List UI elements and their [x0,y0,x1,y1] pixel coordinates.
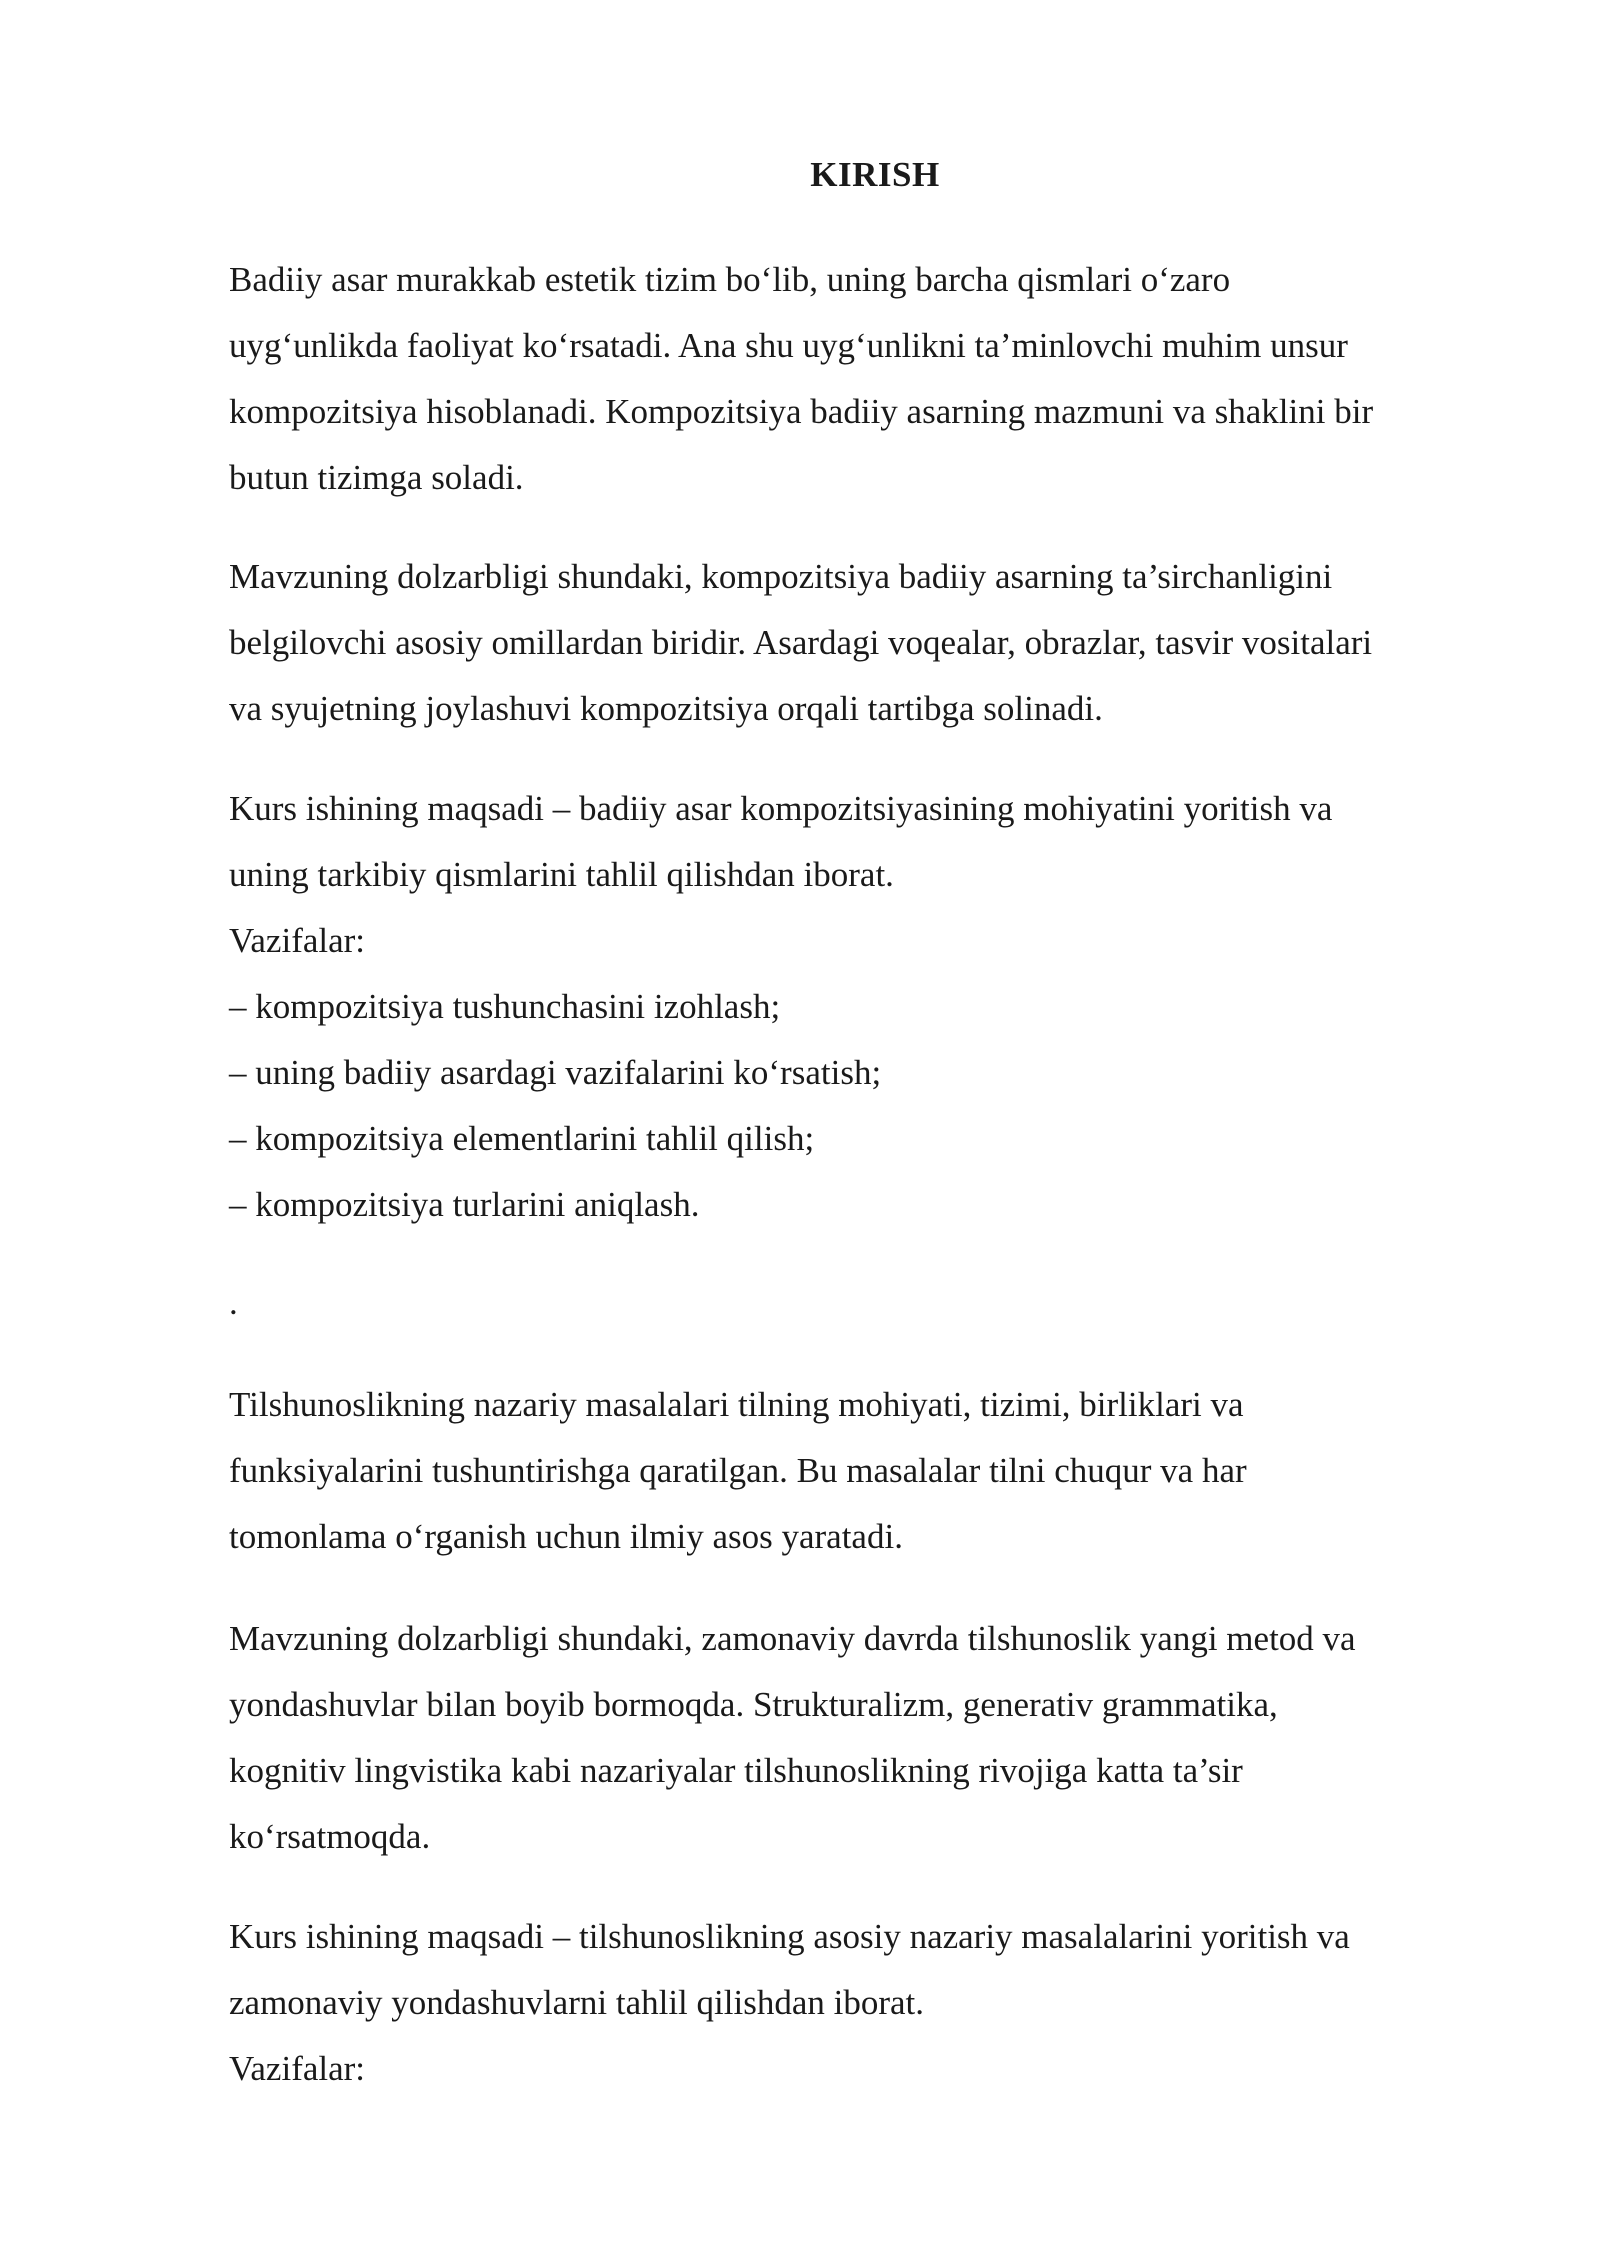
tasks-heading: Vazifalar: [229,2049,366,2088]
text-line: . [229,1283,238,1322]
text-line: kognitiv lingvistika kabi nazariyalar tilshunoslikning rivojiga katta ta’sir [229,1751,1243,1790]
text-line: Mavzuning dolzarbligi shundaki, kompozitsiya badiiy asarning ta’sirchanligini [229,557,1333,596]
text-line: butun tizimga soladi. [229,458,524,497]
paragraph-relevance [229,544,1529,742]
task-item: – uning badiiy asardagi vazifalarini ko‘rsatish; [229,1053,882,1092]
task-item: – kompozitsiya turlarini aniqlash. [229,1185,700,1224]
text-line: zamonaviy yondashuvlarni tahlil qilishdan iborat. [229,1983,924,2022]
text-line: va syujetning joylashuvi kompozitsiya orqali tartibga solinadi. [229,689,1103,728]
text-line: Mavzuning dolzarbligi shundaki, zamonaviy davrda tilshunoslik yangi metod va [229,1619,1356,1658]
paragraph-linguistics-relevance [229,1606,1529,1870]
text-line: kompozitsiya hisoblanadi. Kompozitsiya badiiy asarning mazmuni va shaklini bir [229,392,1374,431]
text-line: Kurs ishining maqsadi – tilshunoslikning asosiy nazariy masalalarini yoritish va [229,1917,1350,1956]
text-line: tomonlama o‘rganish uchun ilmiy asos yaratadi. [229,1517,903,1556]
paragraph-linguistics-intro [229,1372,1529,1570]
paragraph-linguistics-goal [229,1904,1529,2102]
text-line: uning tarkibiy qismlarini tahlil qilishdan iborat. [229,855,894,894]
text-line: belgilovchi asosiy omillardan biridir. Asardagi voqealar, obrazlar, tasvir vositalari [229,623,1373,662]
text-line: Tilshunoslikning nazariy masalalari tilning mohiyati, tizimi, birliklari va [229,1385,1244,1424]
text-line: Kurs ishining maqsadi – badiiy asar kompozitsiyasining mohiyatini yoritish va [229,789,1333,828]
text-line: Badiiy asar murakkab estetik tizim bo‘lib, uning barcha qismlari o‘zaro [229,260,1231,299]
paragraph-intro [229,247,1529,511]
text-line: uyg‘unlikda faoliyat ko‘rsatadi. Ana shu uyg‘unlikni ta’minlovchi muhim unsur [229,326,1348,365]
text-line: ko‘rsatmoqda. [229,1817,431,1856]
task-item: – kompozitsiya tushunchasini izohlash; [229,987,781,1026]
tasks-heading: Vazifalar: [229,921,366,960]
task-item: – kompozitsiya elementlarini tahlil qilish; [229,1119,815,1158]
paragraph-goal-tasks [229,776,1529,1238]
text-line: yondashuvlar bilan boyib bormoqda. Strukturalizm, generativ grammatika, [229,1685,1278,1724]
page-title: KIRISH [810,155,940,194]
text-line: funksiyalarini tushuntirishga qaratilgan. Bu masalalar tilni chuqur va har [229,1451,1247,1490]
paragraph-dot [229,1270,1529,1336]
